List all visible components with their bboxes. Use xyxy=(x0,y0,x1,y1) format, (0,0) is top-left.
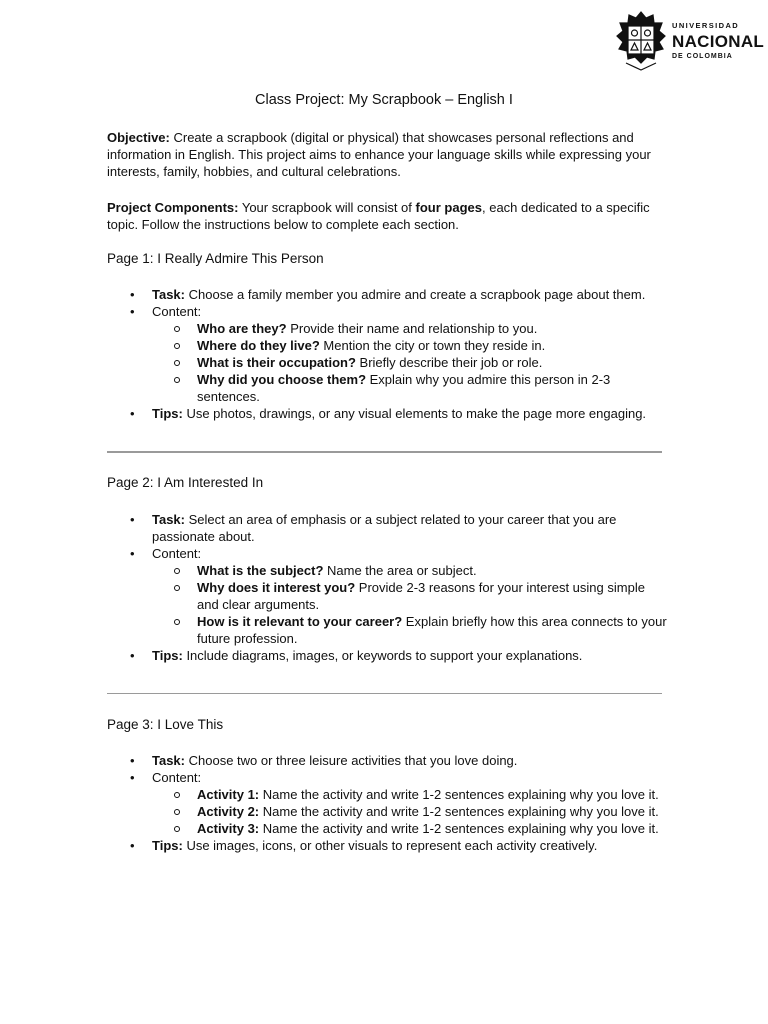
item-label: Why does it interest you? xyxy=(197,580,356,595)
section-divider xyxy=(107,451,662,453)
section-1-content-items xyxy=(152,320,667,405)
logo-line-de-colombia: DE COLOMBIA xyxy=(672,52,733,60)
list-item xyxy=(152,786,667,803)
item-text: Briefly describe their job or role. xyxy=(355,355,543,370)
logo-line-nacional: NACIONAL xyxy=(672,31,765,51)
section-2-task xyxy=(107,511,667,545)
item-label: Activity 2: xyxy=(197,804,260,819)
list-item xyxy=(152,613,667,647)
content-label: Content: xyxy=(152,770,202,785)
task-text: Choose a family member you admire and create a scrapbook page about them. xyxy=(185,287,646,302)
section-1-task xyxy=(107,286,667,303)
section-1-list xyxy=(107,286,667,422)
item-text: Mention the city or town they reside in. xyxy=(319,338,546,353)
university-logo xyxy=(616,8,766,74)
item-text: Explain briefly how this area connects to your future profession. xyxy=(197,614,667,646)
section-divider xyxy=(107,693,662,694)
item-label: What is the subject? xyxy=(197,563,324,578)
university-seal-icon xyxy=(616,10,666,72)
tips-text: Use photos, drawings, or any visual elements to make the page more engaging. xyxy=(182,406,647,421)
list-item xyxy=(152,371,667,405)
tips-label: Tips: xyxy=(152,648,183,663)
section-2-heading: Page 2: I Am Interested In xyxy=(107,475,264,490)
objective-paragraph xyxy=(107,129,662,180)
item-text: Name the activity and write 1-2 sentences explaining why you love it. xyxy=(259,787,659,802)
section-2-content-items xyxy=(152,562,667,647)
item-label: How is it relevant to your career? xyxy=(197,614,403,629)
components-text-1: Your scrapbook will consist of xyxy=(238,200,416,215)
item-label: Activity 3: xyxy=(197,821,260,836)
item-text: Explain why you admire this person in 2-3 sentences. xyxy=(197,372,611,404)
task-text: Select an area of emphasis or a subject related to your career that you are passionate about. xyxy=(152,512,617,544)
section-2-list xyxy=(107,511,667,664)
tips-label: Tips: xyxy=(152,838,183,853)
task-label: Task: xyxy=(152,287,185,302)
list-item xyxy=(152,803,667,820)
components-emphasis: four pages xyxy=(415,200,482,215)
list-item xyxy=(152,579,667,613)
tips-label: Tips: xyxy=(152,406,183,421)
section-1-content xyxy=(107,303,667,405)
task-text: Choose two or three leisure activities that you love doing. xyxy=(185,753,518,768)
list-item xyxy=(152,820,667,837)
item-label: Where do they live? xyxy=(197,338,320,353)
content-label: Content: xyxy=(152,304,202,319)
item-text: Name the activity and write 1-2 sentences explaining why you love it. xyxy=(259,821,659,836)
section-3-list xyxy=(107,752,667,854)
section-3-content-items xyxy=(152,786,667,837)
tips-text: Use images, icons, or other visuals to represent each activity creatively. xyxy=(182,838,598,853)
section-3-tips xyxy=(107,837,667,854)
item-text: Provide their name and relationship to you. xyxy=(286,321,538,336)
item-label: Who are they? xyxy=(197,321,287,336)
components-paragraph xyxy=(107,199,662,233)
section-3-heading: Page 3: I Love This xyxy=(107,717,224,732)
section-2-tips xyxy=(107,647,667,664)
section-1-heading: Page 1: I Really Admire This Person xyxy=(107,251,324,266)
list-item xyxy=(152,354,667,371)
section-2-content xyxy=(107,545,667,647)
logo-line-universidad: UNIVERSIDAD xyxy=(672,21,740,31)
item-text: Name the activity and write 1-2 sentences explaining why you love it. xyxy=(259,804,659,819)
section-1-tips xyxy=(107,405,667,422)
section-3-content xyxy=(107,769,667,837)
objective-text: Create a scrapbook (digital or physical) that showcases personal reflections and information in English. This project aims to enhance your language skills while expressing your interests, family, hobbies, and cultural celebrations. xyxy=(107,130,651,179)
list-item xyxy=(152,562,667,579)
item-label: Activity 1: xyxy=(197,787,260,802)
content-label: Content: xyxy=(152,546,202,561)
section-3-task xyxy=(107,752,667,769)
item-label: Why did you choose them? xyxy=(197,372,367,387)
list-item xyxy=(152,337,667,354)
item-text: Provide 2-3 reasons for your interest using simple and clear arguments. xyxy=(197,580,645,612)
tips-text: Include diagrams, images, or keywords to support your explanations. xyxy=(182,648,583,663)
components-label: Project Components: xyxy=(107,200,239,215)
item-label: What is their occupation? xyxy=(197,355,356,370)
task-label: Task: xyxy=(152,512,185,527)
components-text-2: , each dedicated to a specific topic. Follow the instructions below to complete each section. xyxy=(107,200,650,232)
task-label: Task: xyxy=(152,753,185,768)
item-text: Name the area or subject. xyxy=(323,563,477,578)
list-item xyxy=(152,320,667,337)
objective-label: Objective: xyxy=(107,130,170,145)
document-title: Class Project: My Scrapbook – English I xyxy=(255,92,513,108)
